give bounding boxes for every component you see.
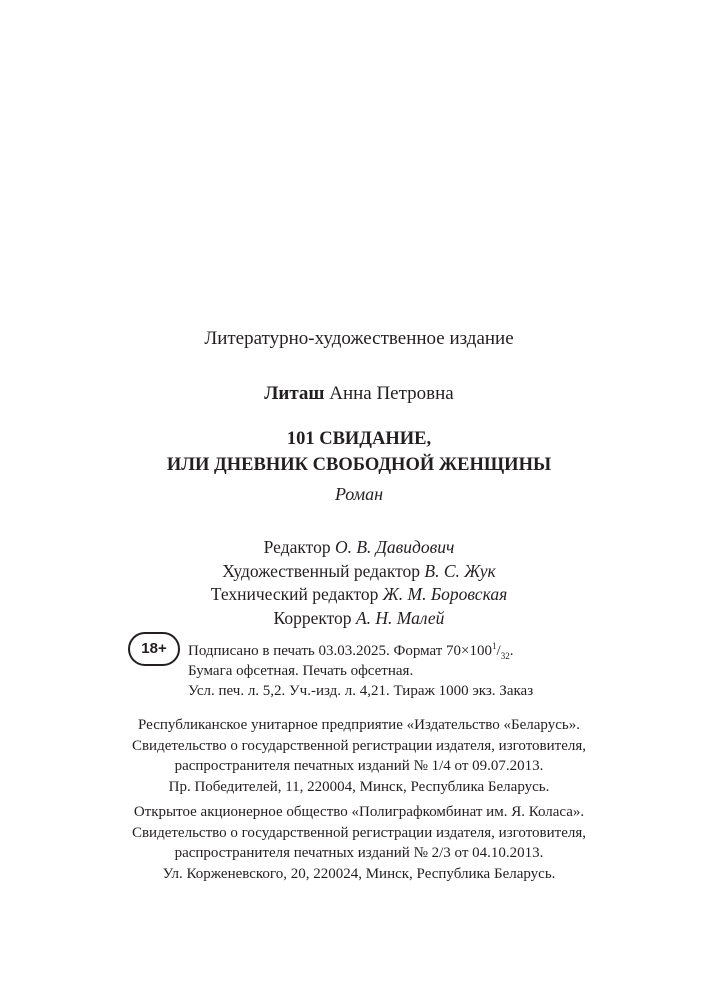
publisher-line: Республиканское унитарное предприятие «Издательство «Беларусь». [138, 717, 580, 733]
publisher-line: Свидетельство о государственной регистрации издателя, изготовителя, [131, 737, 587, 754]
publisher-line: Пр. Победителей, 11, 220004, Минск, Республика Беларусь. [168, 778, 550, 795]
printer-line: распространителя печатных изданий № 2/3 от 04.10.2013. [174, 845, 544, 861]
imprint-info [188, 641, 533, 701]
book-title-line-1: 101 СВИДАНИЕ, [286, 429, 432, 449]
credit-line [0, 560, 718, 584]
age-rating-badge: 18+ [128, 632, 180, 666]
printer-line: Открытое акционерное общество «Полиграфкомбинат им. Я. Коласа». [133, 804, 585, 820]
printer-info [0, 802, 718, 884]
format-numerator: 1 [492, 641, 497, 651]
genre: Роман [334, 484, 384, 504]
printer-line: Ул. Корженевского, 20, 220024, Минск, Республика Беларусь. [162, 865, 556, 882]
credit-line [0, 536, 718, 560]
imprint-signed-text: Подписано в печать 03.03.2025. Формат 70×100 [188, 643, 493, 659]
printer-line: Свидетельство о государственной регистрации издателя, изготовителя, [131, 824, 587, 841]
publisher-info [0, 715, 718, 797]
author-surname: Литаш [264, 383, 325, 404]
credit-role: Технический редактор [210, 584, 379, 604]
format-denominator: 32 [500, 651, 510, 661]
imprint-paper-line: Бумага офсетная. Печать офсетная. [188, 663, 414, 679]
edition-type: Литературно-художественное издание [204, 328, 514, 349]
credit-line [0, 583, 718, 607]
author-given-names: Анна Петровна [329, 383, 454, 404]
book-title [0, 426, 718, 478]
format-separator: / [496, 643, 501, 659]
credit-line [0, 607, 718, 631]
imprint-print-run-line: Усл. печ. л. 5,2. Уч.-изд. л. 4,21. Тираж 1000 экз. Заказ [188, 683, 534, 699]
credits [0, 536, 718, 630]
credit-name: О. В. Давидович [334, 537, 455, 557]
publisher-line: распространителя печатных изданий № 1/4 от 09.07.2013. [174, 758, 544, 774]
credit-name: А. Н. Малей [355, 607, 445, 628]
book-title-line-2: ИЛИ ДНЕВНИК СВОБОДНОЙ ЖЕНЩИНЫ [166, 455, 552, 475]
credit-role: Художественный редактор [222, 560, 421, 581]
imprint-signed-suffix: . [509, 643, 514, 659]
credit-role: Корректор [273, 607, 352, 628]
credit-name: В. С. Жук [424, 560, 496, 581]
author-line [0, 382, 718, 406]
credit-role: Редактор [263, 537, 331, 557]
imprint-signed-line [188, 641, 533, 661]
credit-name: Ж. М. Боровская [382, 584, 508, 604]
